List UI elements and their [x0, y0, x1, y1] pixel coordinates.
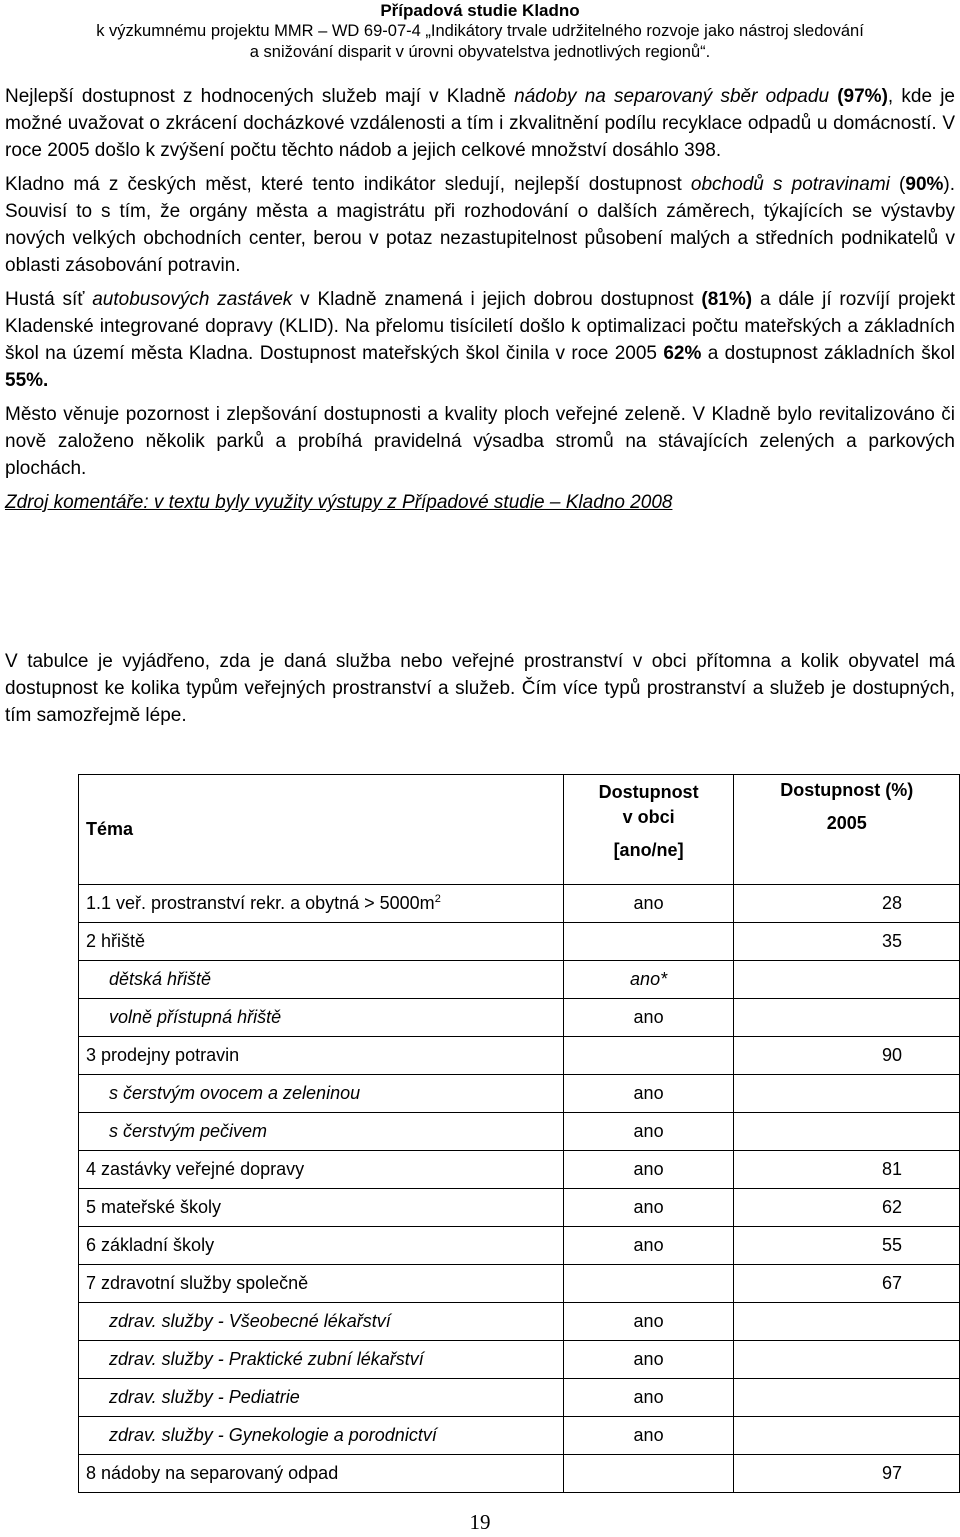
row-availability: ano [563, 1379, 734, 1417]
row-availability [563, 1037, 734, 1075]
table-row [79, 1075, 960, 1113]
row-topic-text: 1.1 veř. prostranství rekr. a obytná > 5000m [86, 893, 435, 913]
row-percent [734, 1379, 960, 1417]
availability-table [78, 774, 960, 1493]
table-header-row [79, 775, 960, 885]
row-percent [734, 961, 960, 999]
text-run: Nejlepší dostupnost z hodnocených služeb mají v Kladně [5, 86, 515, 107]
row-topic: volně přístupná hřiště [79, 999, 564, 1037]
header-percent-year: 2005 [826, 813, 867, 833]
header-availability-line-2: v obci [622, 807, 675, 827]
text-run-bold: 55%. [5, 370, 49, 391]
text-run: v Kladně znamená i jejich dobrou dostupnost [292, 289, 702, 310]
table-row [79, 1455, 960, 1493]
text-run: ). Souvisí to s tím, že orgány města a magistrátu při rozhodování o dalších záměrech, týkajících se výstavby nových velkých obchodních center, berou v potaz nezastupitelnost působení malých a středních podnikatelů v oblasti zásobování potravin. [5, 174, 956, 276]
row-topic: 2 hřiště [79, 923, 564, 961]
header-title: Případová studie Kladno [380, 1, 580, 20]
paragraph-greenery: Město věnuje pozornost i zlepšování dostupnosti a kvality ploch veřejné zeleně. V Kladně bylo revitalizováno či nově založeno několik parků a probíhá pravidelná výsadba stromů na stávajících zelených a parkových plochách. [5, 404, 955, 479]
row-availability: ano [563, 1303, 734, 1341]
header-availability [563, 775, 734, 885]
row-topic: s čerstvým pečivem [79, 1113, 564, 1151]
paragraph-waste [5, 83, 955, 164]
row-topic: zdrav. služby - Praktické zubní lékařství [79, 1341, 564, 1379]
row-availability [563, 923, 734, 961]
row-percent: 97 [734, 1455, 960, 1493]
table-row [79, 1037, 960, 1075]
row-availability: ano [563, 1151, 734, 1189]
row-percent: 67 [734, 1265, 960, 1303]
row-percent [734, 999, 960, 1037]
row-percent [734, 1341, 960, 1379]
text-run: Hustá síť [5, 289, 93, 310]
row-percent [734, 1303, 960, 1341]
row-topic: zdrav. služby - Všeobecné lékařství [79, 1303, 564, 1341]
table-row [79, 1265, 960, 1303]
text-run-italic: obchodů s potravinami [690, 174, 890, 195]
text-run: a dostupnost základních škol [701, 343, 956, 364]
row-percent [734, 1075, 960, 1113]
row-availability [563, 1265, 734, 1303]
row-availability: ano [563, 1113, 734, 1151]
table-row [79, 885, 960, 923]
row-percent: 81 [734, 1151, 960, 1189]
text-run: ( [889, 174, 906, 195]
paragraph-transport-schools [5, 286, 955, 394]
row-topic: zdrav. služby - Pediatrie [79, 1379, 564, 1417]
header-line-2: k výzkumnému projektu MMR – WD 69-07-4 „Indikátory trvale udržitelného rozvoje jako nástroj sledování [96, 22, 864, 40]
row-availability: ano [563, 885, 734, 923]
source-note: Zdroj komentáře: v textu byly využity výstupy z Případové studie – Kladno 2008 [5, 492, 673, 513]
text-run: a dále jí rozvíjí projekt Kladenské integrované dopravy (KLID). Na přelomu tisíciletí došlo k optimalizaci počtu mateřských a základních škol na území města Kladna. Dostupnost mateřských škol činila v roce 2005 [5, 289, 955, 364]
header-percent-line-1: Dostupnost (%) [780, 780, 914, 800]
header-line-3: a snižování disparit v úrovni obyvatelstva jednotlivých regionů“. [249, 43, 711, 61]
text-run-italic: autobusových zastávek [92, 289, 293, 310]
text-run: Kladno má z českých měst, které tento indikátor sledují, nejlepší dostupnost [5, 174, 691, 195]
text-run-bold: (97%) [829, 86, 888, 107]
row-availability: ano [563, 999, 734, 1037]
paragraph-food-stores [5, 171, 955, 279]
row-topic: dětská hřiště [79, 961, 564, 999]
row-percent: 28 [734, 885, 960, 923]
table-row [79, 1379, 960, 1417]
row-topic: 6 základní školy [79, 1227, 564, 1265]
row-percent [734, 1417, 960, 1455]
table-row [79, 923, 960, 961]
text-run-bold: (81%) [701, 289, 753, 310]
table-row [79, 1303, 960, 1341]
table-row [79, 999, 960, 1037]
row-availability: ano [563, 1075, 734, 1113]
superscript: 2 [434, 893, 441, 905]
text-run-bold: 90% [905, 174, 944, 195]
table-intro [5, 648, 955, 736]
row-availability [563, 1455, 734, 1493]
row-percent [734, 1113, 960, 1151]
text-run: , kde je možné uvažovat o zkrácení docházkové vzdálenosti a tím i zkvalitnění podílu recyklace odpadů u domácností. V roce 2005 došlo k zvýšení počtu těchto nádob a jejich celkové množství dosáhlo 398. [5, 86, 955, 161]
row-percent: 62 [734, 1189, 960, 1227]
row-availability: ano [563, 1227, 734, 1265]
row-availability: ano [563, 1341, 734, 1379]
row-percent: 90 [734, 1037, 960, 1075]
table-row [79, 1151, 960, 1189]
table-row [79, 1189, 960, 1227]
row-topic: 8 nádoby na separovaný odpad [79, 1455, 564, 1493]
table-row [79, 1113, 960, 1151]
row-topic: 5 mateřské školy [79, 1189, 564, 1227]
table-row [79, 961, 960, 999]
row-topic [79, 885, 564, 923]
page-header [0, 0, 960, 63]
paragraph-table-intro: V tabulce je vyjádřeno, zda je daná služba nebo veřejné prostranství v obci přítomna a kolik obyvatel má dostupnost ke kolika typům veřejných prostranství a služeb. Čím více typů prostranství a služeb je dostupných, tím samozřejmě lépe. [5, 651, 955, 726]
header-availability-line-3: [ano/ne] [613, 840, 684, 860]
text-run-bold: 62% [663, 343, 702, 364]
comment-section [5, 83, 955, 523]
row-topic: s čerstvým ovocem a zeleninou [79, 1075, 564, 1113]
page-number: 19 [469, 1510, 491, 1534]
table-row [79, 1417, 960, 1455]
row-topic: 3 prodejny potravin [79, 1037, 564, 1075]
row-availability: ano [563, 1189, 734, 1227]
row-topic: 4 zastávky veřejné dopravy [79, 1151, 564, 1189]
row-percent: 35 [734, 923, 960, 961]
row-availability: ano [563, 1417, 734, 1455]
header-percent [734, 775, 960, 885]
table-row [79, 1227, 960, 1265]
row-topic: zdrav. služby - Gynekologie a porodnictví [79, 1417, 564, 1455]
row-availability: ano* [563, 961, 734, 999]
row-percent: 55 [734, 1227, 960, 1265]
header-topic: Téma [79, 775, 564, 885]
header-availability-line-1: Dostupnost [598, 782, 699, 802]
row-topic: 7 zdravotní služby společně [79, 1265, 564, 1303]
text-run-italic: nádoby na separovaný sběr odpadu [514, 86, 830, 107]
table-row [79, 1341, 960, 1379]
